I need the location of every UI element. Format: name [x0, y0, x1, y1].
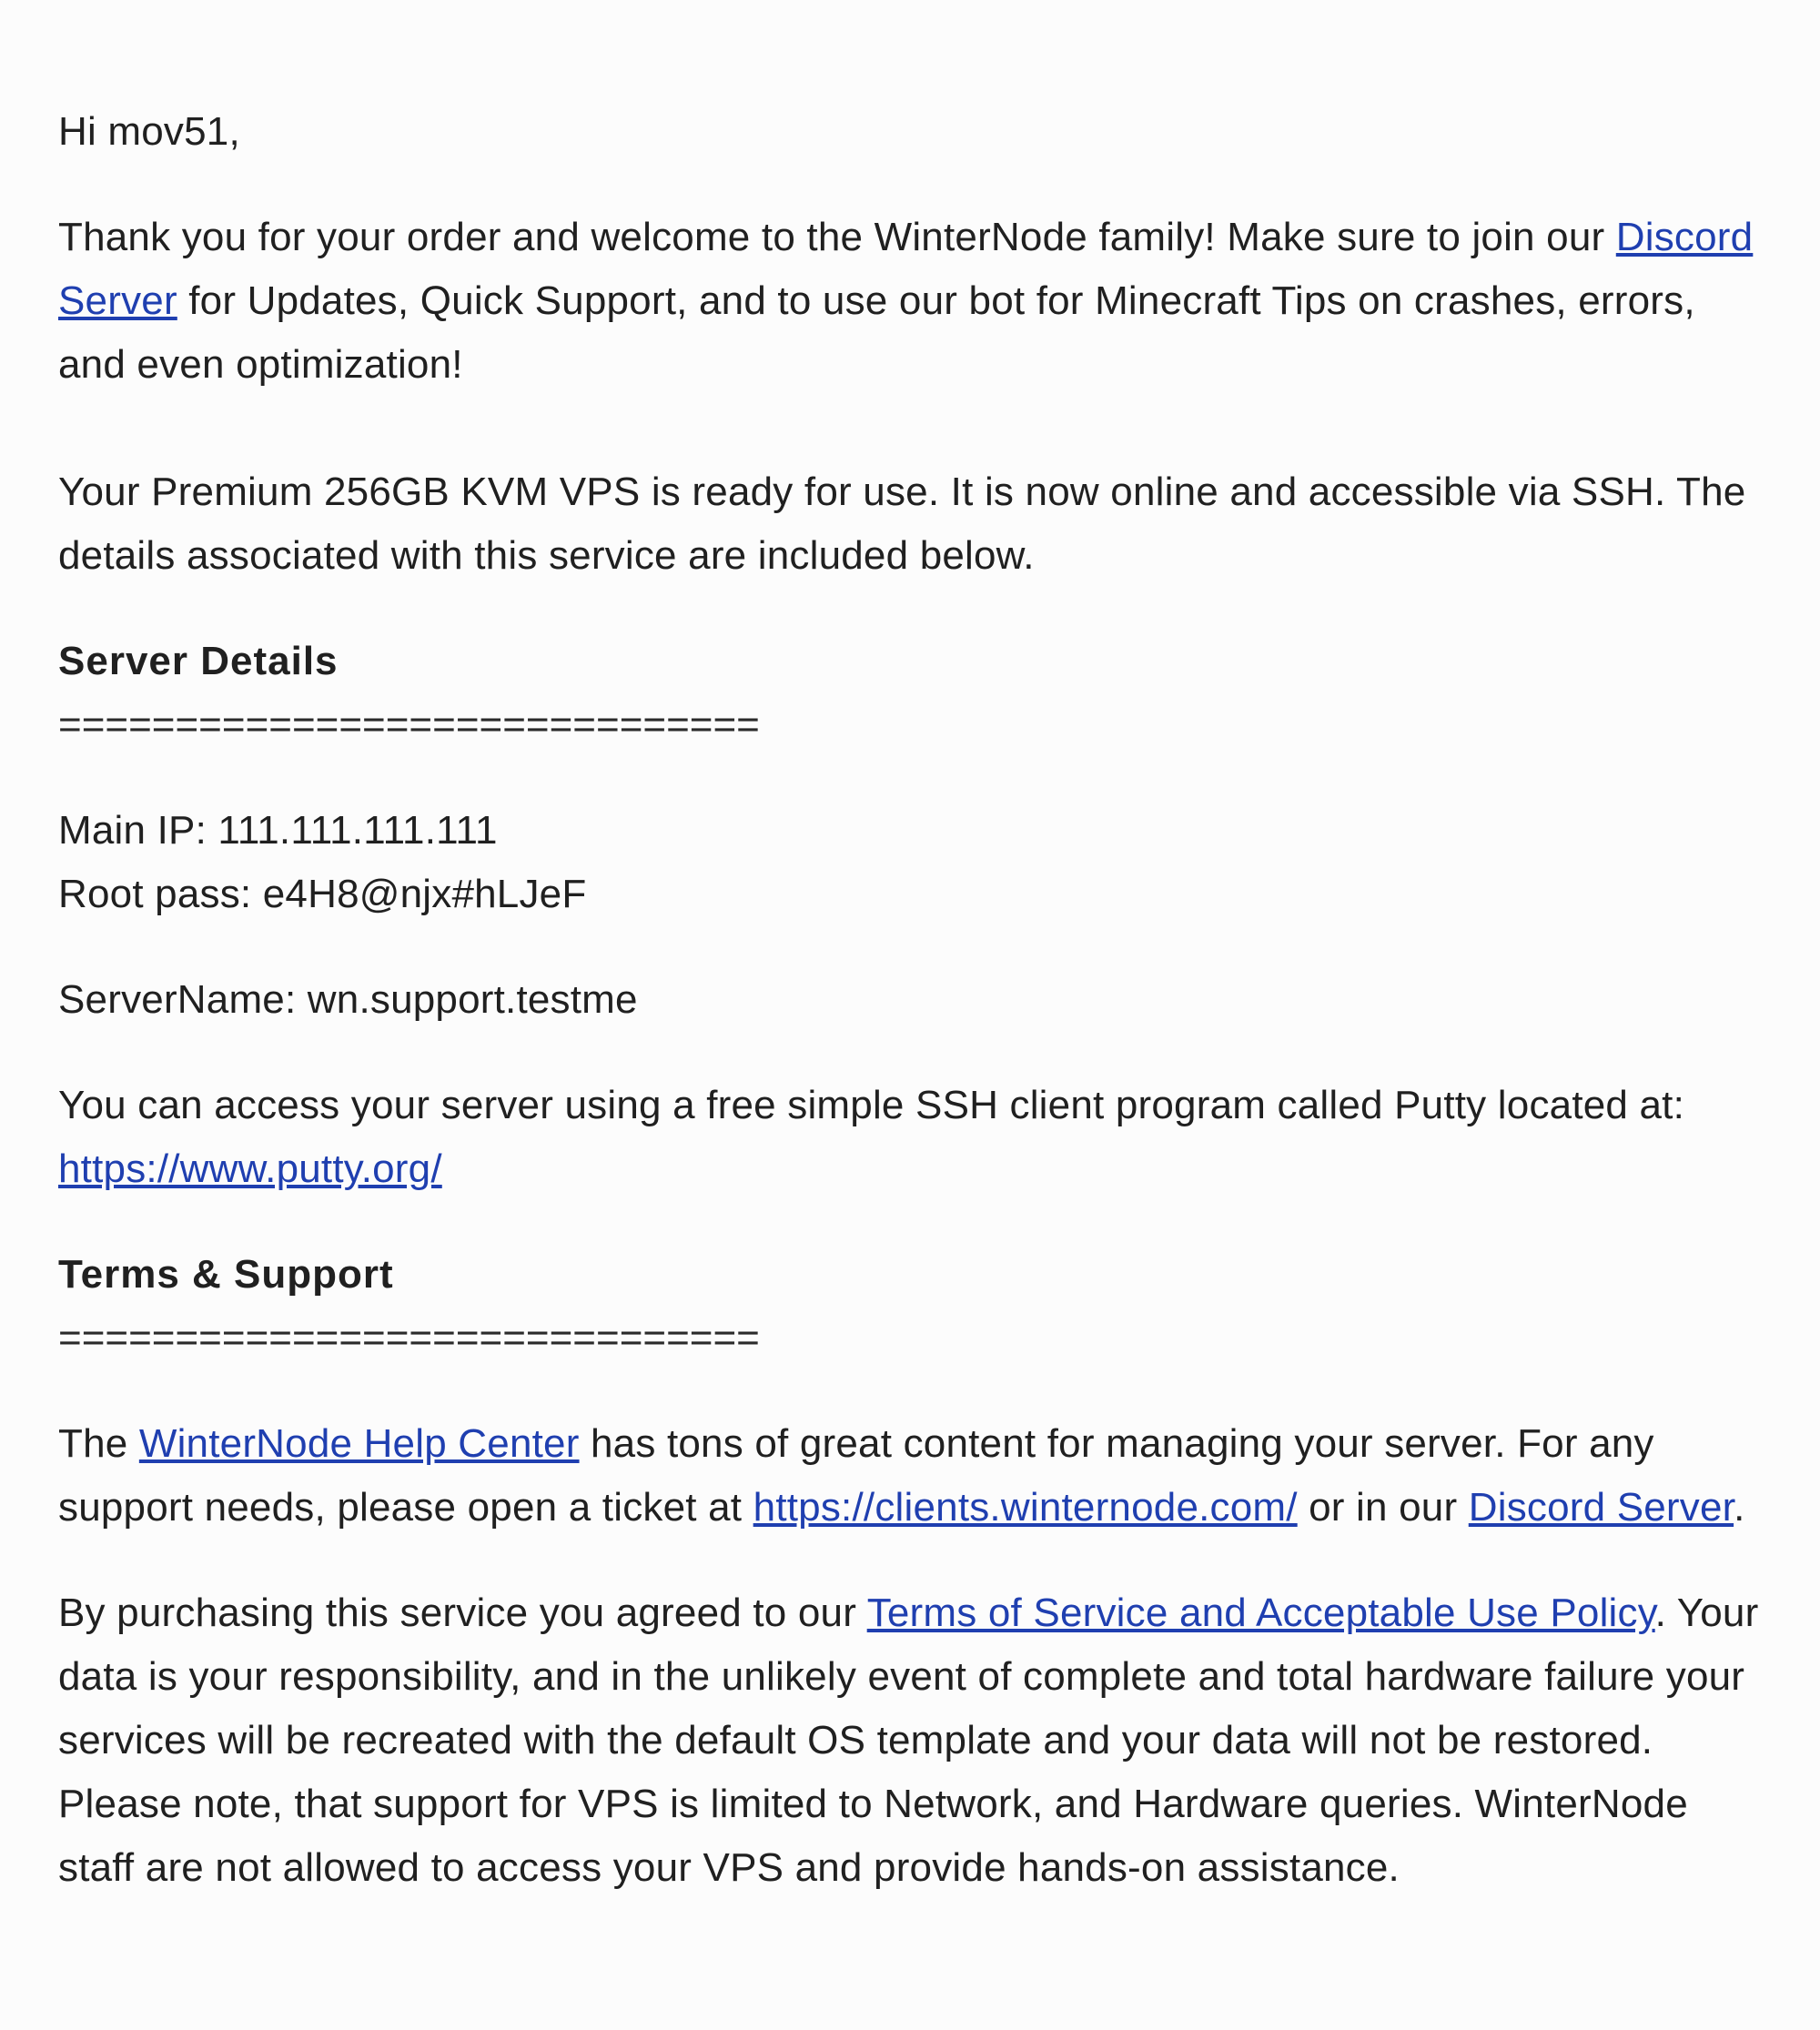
server-details-heading: Server Details	[58, 639, 339, 683]
terms-paragraph	[58, 1581, 1769, 1900]
putty-link[interactable]: https://www.putty.org/	[58, 1146, 442, 1191]
terms-text-continued: . Your data is your responsibility, and in the unlikely event of complete and total hardware failure your services will be recreated with the default OS template and your data will not be restored. Please note, that support for VPS is limited to Network, and Hardware queries. WinterNode staff are not allowed to access your VPS and provide hands-on assistance.	[58, 1591, 1759, 1890]
support-text-3: or in our	[1297, 1485, 1469, 1530]
terms-support-divider: ==============================	[58, 1316, 760, 1360]
help-center-link[interactable]: WinterNode Help Center	[138, 1421, 580, 1466]
support-text-2: has tons of great content for managing your server. For any support needs, please open a ticket at	[58, 1421, 1654, 1530]
intro-paragraph	[58, 206, 1769, 397]
email-body	[58, 100, 1769, 1900]
root-password: Root pass: e4H8@njx#hLJeF	[58, 872, 587, 916]
discord-server-link[interactable]: Discord Server	[58, 215, 1754, 323]
support-text-4: .	[1734, 1485, 1745, 1530]
clients-portal-link[interactable]: https://clients.winternode.com/	[753, 1485, 1298, 1530]
terms-text: By purchasing this service you agreed to our	[58, 1591, 867, 1635]
service-ready-paragraph: Your Premium 256GB KVM VPS is ready for use. It is now online and accessible via SSH. The details associated with this service are included below.	[58, 470, 1746, 578]
support-text: The	[58, 1421, 139, 1466]
main-ip: Main IP: 111.111.111.111	[58, 808, 498, 853]
credentials-block	[58, 799, 1769, 926]
support-paragraph	[58, 1412, 1769, 1540]
intro-text: Thank you for your order and welcome to the WinterNode family! Make sure to join our	[58, 215, 1616, 259]
putty-text: You can access your server using a free simple SSH client program called Putty located at:	[58, 1083, 1685, 1127]
terms-support-heading: Terms & Support	[58, 1252, 394, 1297]
server-name: ServerName: wn.support.testme	[58, 977, 638, 1022]
terms-of-service-link[interactable]: Terms of Service and Acceptable Use Policy	[866, 1591, 1655, 1635]
server-details-divider: ==============================	[58, 702, 760, 747]
discord-server-link-2[interactable]: Discord Server	[1468, 1485, 1734, 1530]
intro-text-continued: for Updates, Quick Support, and to use our bot for Minecraft Tips on crashes, errors, and even optimization!	[58, 278, 1695, 387]
greeting: Hi mov51,	[58, 109, 240, 154]
putty-paragraph	[58, 1074, 1769, 1201]
